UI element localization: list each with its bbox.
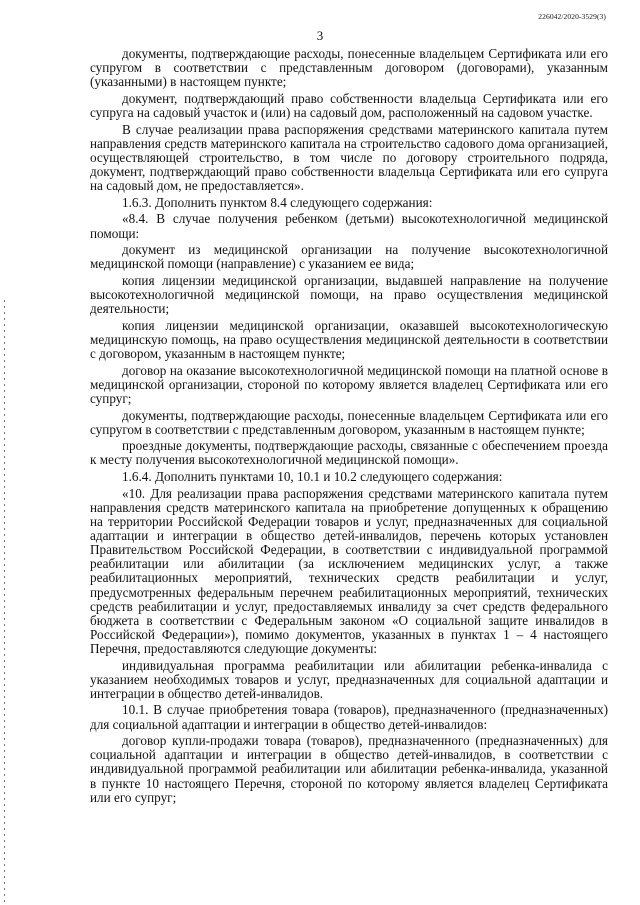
paragraph: В случае реализации права распоряжения средствами материнского капитала путем направления средств материнского капитала на строительство садового дома организацией, осуществляющей строительство, в том числе по договору строительного подряда, документ, подтверждающий право собственности владельца Сертификата или его супруга на садовый дом, не предоставляется».	[90, 121, 608, 194]
paragraph: документ, подтверждающий право собственности владельца Сертификата или его супруга на садовый участок и (или) на садовый дом, расположенный на садовом участке.	[90, 90, 608, 120]
paragraph: «10. Для реализации права распоряжения средствами материнского капитала путем направления средств материнского капитала на приобретение допущенных к обращению на территории Российской Федерации товаров и услуг, предназначенных для социальной адаптации и интеграции в общество детей-инвалидов, перечень которых установлен Правительством Российской Федерации, в соответствии с индивидуальной программой реабилитации или абилитации (за исключением медицинских услуг, а также реабилитационных мероприятий, технических средств реабилитации и услуг, предусмотренных федеральным перечнем реабилитационных мероприятий, технических средств реабилитации и услуг, предоставляемых инвалиду за счет средств федерального бюджета в соответствии с Федеральным законом «О социальной защите инвалидов в Российской Федерации»), помимо документов, указанных в пунктах 1 – 4 настоящего Перечня, предоставляются следующие документы:	[90, 485, 608, 656]
document-id: 226042/2020-3529(3)	[538, 12, 606, 21]
paragraph: 10.1. В случае приобретения товара (товаров), предназначенного (предназначенных) для социальной адаптации и интеграции в общество детей-инвалидов:	[90, 702, 608, 732]
paragraph: документ из медицинской организации на получение высокотехнологичной медицинской помощи (направление) с указанием ее вида;	[90, 242, 608, 272]
document-body	[90, 47, 608, 807]
paragraph: «8.4. В случае получения ребенком (детьми) высокотехнологичной медицинской помощи:	[90, 211, 608, 241]
paragraph: документы, подтверждающие расходы, понесенные владельцем Сертификата или его супругом в соответствии с представленным договором, указанным в настоящем пункте;	[90, 407, 608, 437]
paragraph: договор купли-продажи товара (товаров), предназначенного (предназначенных) для социальной адаптации и интеграции в общество детей-инвалидов, в соответствии с индивидуальной программой реабилитации или абилитации ребенка-инвалида, указанной в пункте 10 настоящего Перечня, стороной по которому является владелец Сертификата или его супруг;	[90, 733, 608, 805]
scan-edge-mark	[4, 300, 5, 905]
paragraph: 1.6.4. Дополнить пунктами 10, 10.1 и 10.2 следующего содержания:	[122, 469, 503, 485]
paragraph: проездные документы, подтверждающие расходы, связанные с обеспечением проезда к месту получения высокотехнологичной медицинской помощи».	[90, 438, 608, 468]
paragraph: индивидуальная программа реабилитации или абилитации ребенка-инвалида с указанием необходимых товаров и услуг, предназначенных для социальной адаптации и интеграции в общество детей-инвалидов.	[90, 657, 608, 701]
paragraph: копия лицензии медицинской организации, оказавшей высокотехнологическую медицинскую помощь, на право осуществления медицинской деятельности в соответствии с договором, указанным в настоящем пункте;	[90, 317, 608, 362]
paragraph: 1.6.3. Дополнить пунктом 8.4 следующего содержания:	[122, 194, 433, 210]
paragraph: договор на оказание высокотехнологичной медицинской помощи на платной основе в медицинской организации, стороной по которому является владелец Сертификата или его супруг;	[90, 362, 608, 406]
paragraph: копия лицензии медицинской организации, выдавшей направление на получение высокотехнологичной медицинской помощи, на право осуществления медицинской деятельности;	[90, 272, 608, 317]
paragraph: документы, подтверждающие расходы, понесенные владельцем Сертификата или его супругом в соответствии с представленным договором (договорами), указанным (указанными) в настоящем пункте;	[90, 46, 608, 90]
page-number: 3	[316, 28, 324, 43]
